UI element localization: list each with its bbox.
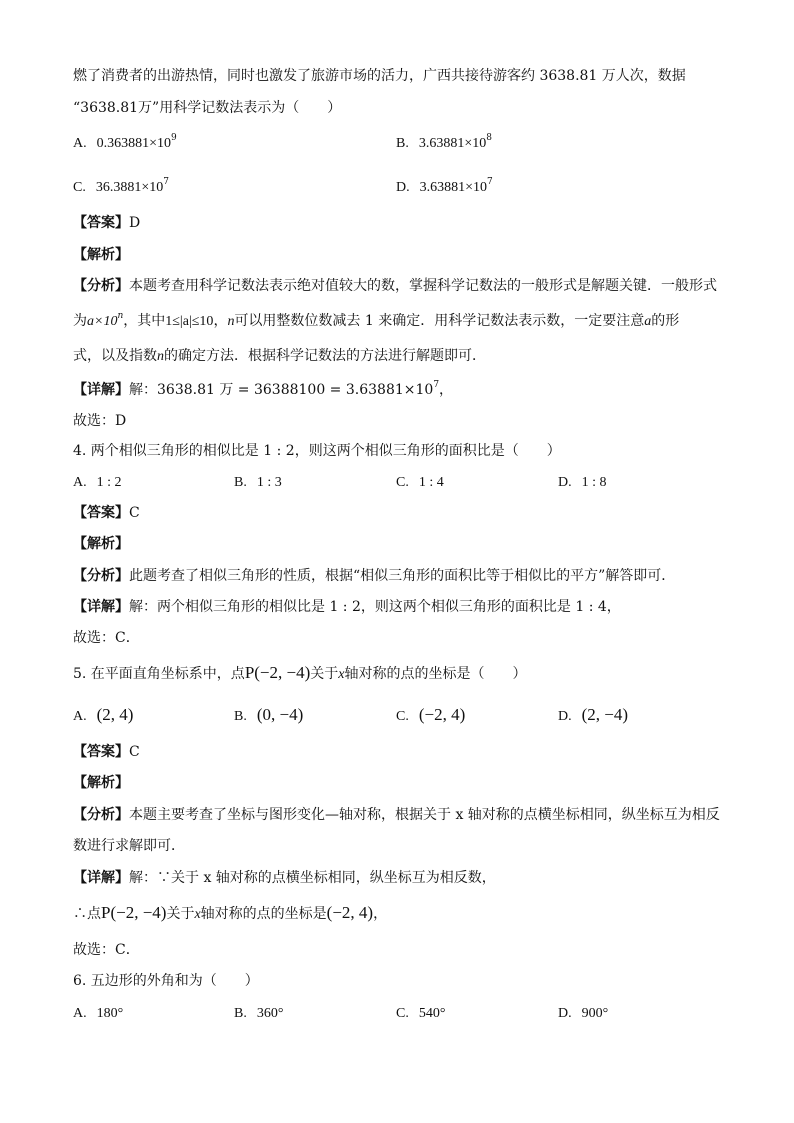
- q5-fenxi-line-2: 数进行求解即可．: [73, 838, 185, 854]
- option-value: 1 : 8: [581, 475, 607, 490]
- q3-guxuan: 故选：D: [73, 413, 127, 429]
- q4-guxuan: 故选：C．: [73, 630, 140, 646]
- fenxi-text: ，: [213, 313, 228, 329]
- q3-option-c: [73, 177, 169, 198]
- option-value: (2, −4): [581, 705, 629, 724]
- q5-guxuan: 故选：C．: [73, 942, 140, 958]
- xiangjie-text: 轴对称的点的坐标是: [200, 906, 327, 922]
- xiangjie-text: ，: [439, 382, 454, 398]
- option-label: D.: [558, 1006, 572, 1021]
- option-value: 540°: [418, 1006, 446, 1021]
- option-label: C.: [396, 1006, 409, 1021]
- option-value: 3.63881×10: [418, 136, 487, 151]
- q6-stem: 6. 五边形的外角和为（ ）: [73, 973, 259, 989]
- q3-fenxi-line-2: [73, 311, 679, 332]
- fenxi-text: 本题主要考查了坐标与图形变化—轴对称，根据关于 x 轴对称的点横坐标相同，纵坐标互为相反: [129, 807, 720, 823]
- q3-jiexi: [73, 245, 129, 265]
- fenxi-text: 此题考查了相似三角形的性质，根据“相似三角形的面积比等于相似比的平方”解答即可．: [129, 568, 676, 584]
- q3-option-a: [73, 133, 177, 154]
- q6-option-a: [73, 1003, 123, 1024]
- xiangjie-text: 解：∵关于 x 轴对称的点横坐标相同，纵坐标互为相反数，: [129, 870, 496, 886]
- option-label: A.: [73, 1006, 87, 1021]
- variable-x: x: [338, 667, 345, 682]
- q4-xiangjie: [73, 597, 621, 617]
- fenxi-text: 的确定方法．根据科学记数法的方法进行解题即可．: [164, 348, 486, 364]
- option-label: D.: [558, 475, 572, 490]
- option-label: A.: [73, 475, 87, 490]
- option-label: B.: [234, 475, 247, 490]
- q3-option-d: [396, 177, 493, 198]
- option-label: C.: [396, 475, 409, 490]
- option-exponent: 7: [163, 177, 169, 187]
- point-p: P(−2, −4): [101, 903, 167, 922]
- q6-option-c: [396, 1003, 445, 1024]
- q5-stem: [73, 663, 526, 685]
- option-value: 1 : 4: [418, 475, 444, 490]
- variable-n: n: [227, 314, 235, 329]
- option-label: B.: [234, 1006, 247, 1021]
- q3-fenxi-line-3: [73, 346, 486, 367]
- option-value: (−2, 4): [418, 705, 466, 724]
- xiangjie-text: ，: [373, 906, 388, 922]
- fenxi-text: ，其中: [123, 313, 166, 329]
- fenxi-text: 本题考查用科学记数法表示绝对值较大的数，掌握科学记数法的一般形式是解题关键．一般形式: [129, 278, 717, 294]
- q4-option-a: [73, 472, 122, 493]
- stem-text: 5. 在平面直角坐标系中，点: [73, 666, 245, 682]
- q3-stem-line-1: 燃了消费者的出游热情，同时也激发了旅游市场的活力，广西共接待游客约 3638.81 万人次，数据: [73, 68, 686, 84]
- option-label: B.: [234, 709, 247, 724]
- q5-answer: [73, 742, 140, 762]
- q5-option-a: [73, 705, 133, 727]
- option-label: B.: [396, 136, 409, 151]
- option-label: C.: [73, 180, 86, 195]
- answer-value: C: [129, 744, 140, 760]
- range-formula: 1≤|a|≤10: [165, 314, 214, 329]
- q3-answer: [73, 213, 140, 233]
- result-point: (−2, 4): [326, 903, 374, 922]
- q5-fenxi-line-1: [73, 805, 720, 825]
- option-exponent: 9: [171, 133, 177, 143]
- q5-jiexi: [73, 773, 129, 793]
- option-value: 1 : 3: [256, 475, 282, 490]
- q3-stem-line-2: “3638.81万”用科学记数法表示为（ ）: [73, 100, 342, 116]
- option-value: (0, −4): [256, 705, 304, 724]
- option-label: A.: [73, 136, 87, 151]
- jiexi-tag: 【解析】: [73, 247, 129, 263]
- fenxi-text: 式，以及指数: [73, 348, 157, 364]
- xiangjie-text: 解：3638.81 万 = 36388100 = 3.63881×10: [129, 382, 434, 398]
- option-label: C.: [396, 709, 409, 724]
- answer-value: D: [129, 215, 141, 231]
- fenxi-text: 的形: [651, 313, 680, 329]
- q5-xiangjie-line-1: [73, 868, 496, 888]
- stem-text: 轴对称的点的坐标是（ ）: [344, 666, 527, 682]
- option-value: (2, 4): [96, 705, 134, 724]
- q5-option-c: [396, 705, 465, 727]
- q6-option-d: [558, 1003, 608, 1024]
- option-exponent: 8: [486, 133, 492, 143]
- q3-xiangjie: [73, 380, 453, 400]
- q4-fenxi: [73, 566, 675, 586]
- xiangjie-exponent: 7: [433, 380, 440, 390]
- option-value: 360°: [256, 1006, 284, 1021]
- fenxi-text: 可以用整数位数减去 1 来确定．用科学记数法表示数，一定要注意: [234, 313, 645, 329]
- option-value: 900°: [581, 1006, 609, 1021]
- fenxi-tag: 【分析】: [73, 807, 129, 823]
- variable-a: a: [644, 314, 652, 329]
- answer-tag: 【答案】: [73, 744, 129, 760]
- q3-fenxi-line-1: [73, 276, 717, 296]
- xiangjie-text: ∴点: [73, 906, 101, 922]
- stem-text: 关于: [310, 666, 339, 682]
- variable-x: x: [194, 907, 201, 922]
- option-label: A.: [73, 709, 87, 724]
- answer-tag: 【答案】: [73, 505, 129, 521]
- option-value: 0.363881×10: [96, 136, 172, 151]
- q3-option-b: [396, 133, 492, 154]
- option-value: 1 : 2: [96, 475, 122, 490]
- q6-option-b: [234, 1003, 283, 1024]
- point-p: P(−2, −4): [244, 663, 311, 682]
- q5-option-d: [558, 705, 628, 727]
- fenxi-tag: 【分析】: [73, 278, 129, 294]
- option-value: 3.63881×10: [419, 180, 488, 195]
- formula-exponent: n: [117, 311, 124, 321]
- answer-tag: 【答案】: [73, 215, 129, 231]
- q4-option-d: [558, 472, 607, 493]
- variable-n: n: [157, 349, 164, 364]
- answer-value: C: [129, 505, 140, 521]
- option-exponent: 7: [487, 177, 493, 187]
- formula: a×10: [87, 314, 118, 329]
- q5-xiangjie-line-2: [73, 903, 387, 925]
- option-value: 36.3881×10: [95, 180, 164, 195]
- q4-answer: [73, 503, 140, 523]
- xiangjie-text: 关于: [166, 906, 195, 922]
- xiangjie-tag: 【详解】: [73, 599, 129, 615]
- option-label: D.: [396, 180, 410, 195]
- option-label: D.: [558, 709, 572, 724]
- xiangjie-tag: 【详解】: [73, 870, 129, 886]
- q4-jiexi: [73, 534, 129, 554]
- q4-option-b: [234, 472, 282, 493]
- jiexi-tag: 【解析】: [73, 775, 129, 791]
- jiexi-tag: 【解析】: [73, 536, 129, 552]
- xiangjie-tag: 【详解】: [73, 382, 129, 398]
- option-value: 180°: [96, 1006, 124, 1021]
- q5-option-b: [234, 705, 303, 727]
- fenxi-text: 为: [73, 313, 87, 329]
- q4-option-c: [396, 472, 444, 493]
- fenxi-tag: 【分析】: [73, 568, 129, 584]
- xiangjie-text: 解：两个相似三角形的相似比是 1 : 2，则这两个相似三角形的面积比是 1 : 4，: [129, 599, 621, 615]
- q4-stem: 4. 两个相似三角形的相似比是 1 : 2，则这两个相似三角形的面积比是（ ）: [73, 443, 561, 459]
